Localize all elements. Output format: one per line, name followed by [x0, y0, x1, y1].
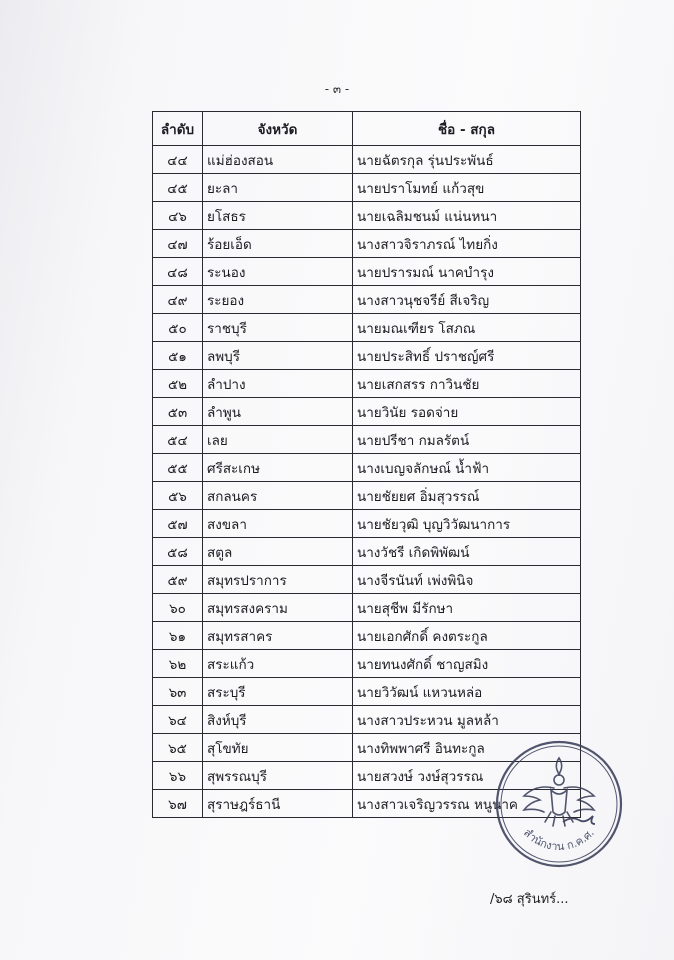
order-cell: ๖๐ [153, 594, 203, 622]
order-cell: ๕๙ [153, 566, 203, 594]
order-cell: ๔๕ [153, 174, 203, 202]
roster-body [153, 146, 581, 818]
province-cell: สุโขทัย [203, 734, 353, 762]
table-row [153, 202, 581, 230]
full-name-cell: นางสาวประหวน มูลหล้า [353, 706, 581, 734]
table-row [153, 370, 581, 398]
province-cell: ลพบุรี [203, 342, 353, 370]
table-row [153, 594, 581, 622]
order-cell: ๔๖ [153, 202, 203, 230]
table-row [153, 706, 581, 734]
province-cell: สระบุรี [203, 678, 353, 706]
full-name-cell: นายสวงษ์ วงษ์สุวรรณ [353, 762, 581, 790]
order-cell: ๖๖ [153, 762, 203, 790]
province-cell: สมุทรสงคราม [203, 594, 353, 622]
roster-table [152, 111, 581, 818]
order-cell: ๔๗ [153, 230, 203, 258]
order-cell: ๖๑ [153, 622, 203, 650]
province-cell: สมุทรสาคร [203, 622, 353, 650]
province-cell: สระแก้ว [203, 650, 353, 678]
order-cell: ๔๙ [153, 286, 203, 314]
province-cell: ระยอง [203, 286, 353, 314]
order-cell: ๕๗ [153, 510, 203, 538]
table-row [153, 174, 581, 202]
header-province: จังหวัด [203, 112, 353, 146]
full-name-cell: นางสาวเจริญวรรณ หนูนาค [353, 790, 581, 818]
province-cell: ยโสธร [203, 202, 353, 230]
table-row [153, 678, 581, 706]
full-name-cell: นายเสกสรร กาวินชัย [353, 370, 581, 398]
order-cell: ๕๔ [153, 426, 203, 454]
province-cell: ศรีสะเกษ [203, 454, 353, 482]
full-name-cell: นายชัยวุฒิ บุญวิวัฒนาการ [353, 510, 581, 538]
table-row [153, 342, 581, 370]
order-cell: ๔๘ [153, 258, 203, 286]
full-name-cell: นายปรีชา กมลรัตน์ [353, 426, 581, 454]
table-row [153, 454, 581, 482]
header-full-name: ชื่อ - สกุล [353, 112, 581, 146]
province-cell: ร้อยเอ็ด [203, 230, 353, 258]
province-cell: ยะลา [203, 174, 353, 202]
province-cell: สตูล [203, 538, 353, 566]
order-cell: ๖๔ [153, 706, 203, 734]
full-name-cell: นายปราโมทย์ แก้วสุข [353, 174, 581, 202]
table-row [153, 314, 581, 342]
order-cell: ๕๕ [153, 454, 203, 482]
full-name-cell: นายวิวัฒน์ แหวนหล่อ [353, 678, 581, 706]
table-row [153, 230, 581, 258]
table-row [153, 398, 581, 426]
province-cell: สกลนคร [203, 482, 353, 510]
order-cell: ๖๒ [153, 650, 203, 678]
full-name-cell: นางจีรนันท์ เพ่งพินิจ [353, 566, 581, 594]
order-cell: ๖๕ [153, 734, 203, 762]
full-name-cell: นางเบญจลักษณ์ น้ำฟ้า [353, 454, 581, 482]
table-row [153, 146, 581, 174]
province-cell: สิงห์บุรี [203, 706, 353, 734]
full-name-cell: นางสาวจิราภรณ์ ไทยกิ่ง [353, 230, 581, 258]
full-name-cell: นางทิพพาศรี อินทะกูล [353, 734, 581, 762]
full-name-cell: นางสาวนุชจรีย์ สีเจริญ [353, 286, 581, 314]
garuda-emblem-icon [524, 758, 594, 826]
order-cell: ๕๖ [153, 482, 203, 510]
province-cell: สุพรรณบุรี [203, 762, 353, 790]
full-name-cell: นายสุชีพ มีรักษา [353, 594, 581, 622]
table-row [153, 510, 581, 538]
table-row [153, 566, 581, 594]
continuation-note: /๖๘ สุรินทร์... [490, 892, 569, 907]
order-cell: ๖๗ [153, 790, 203, 818]
table-row [153, 258, 581, 286]
order-cell: ๕๑ [153, 342, 203, 370]
full-name-cell: นายปรารมณ์ นาคบำรุง [353, 258, 581, 286]
page-number: - ๓ - [324, 82, 350, 96]
table-row [153, 538, 581, 566]
seal-text: สำนักงาน ก.ค.ศ. [521, 826, 597, 854]
order-cell: ๕๐ [153, 314, 203, 342]
province-cell: เลย [203, 426, 353, 454]
table-row [153, 650, 581, 678]
province-cell: ราชบุรี [203, 314, 353, 342]
province-cell: ลำพูน [203, 398, 353, 426]
order-cell: ๔๔ [153, 146, 203, 174]
order-cell: ๕๒ [153, 370, 203, 398]
table-header-row [153, 112, 581, 146]
province-cell: ลำปาง [203, 370, 353, 398]
full-name-cell: นายเฉลิมชนม์ แน่นหนา [353, 202, 581, 230]
province-cell: สมุทรปราการ [203, 566, 353, 594]
full-name-cell: นายวินัย รอดจ่าย [353, 398, 581, 426]
order-cell: ๕๘ [153, 538, 203, 566]
table-row [153, 426, 581, 454]
full-name-cell: นางวัชรี เกิดพิพัฒน์ [353, 538, 581, 566]
full-name-cell: นายทนงศักดิ์ ชาญสมิง [353, 650, 581, 678]
order-cell: ๕๓ [153, 398, 203, 426]
province-cell: สุราษฎร์ธานี [203, 790, 353, 818]
official-seal [493, 738, 625, 870]
table-row [153, 622, 581, 650]
order-cell: ๖๓ [153, 678, 203, 706]
full-name-cell: นายมณเฑียร โสภณ [353, 314, 581, 342]
province-cell: ระนอง [203, 258, 353, 286]
full-name-cell: นายเอกศักดิ์ คงตระกูล [353, 622, 581, 650]
full-name-cell: นายฉัตรกุล รุ่นประพันธ์ [353, 146, 581, 174]
table-row [153, 286, 581, 314]
header-order: ลำดับ [153, 112, 203, 146]
full-name-cell: นายประสิทธิ์ ปราชญ์ศรี [353, 342, 581, 370]
province-cell: แม่ฮ่องสอน [203, 146, 353, 174]
table-row [153, 482, 581, 510]
full-name-cell: นายชัยยศ อิ่มสุวรรณ์ [353, 482, 581, 510]
province-cell: สงขลา [203, 510, 353, 538]
